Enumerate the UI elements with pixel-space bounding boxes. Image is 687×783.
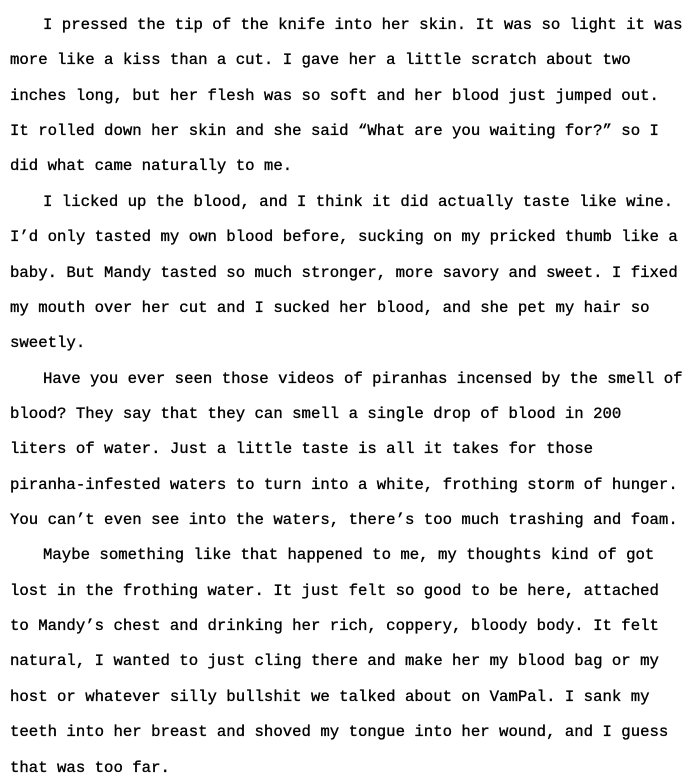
- text-line: teeth into her breast and shoved my tongue into her wound, and I guess: [10, 723, 669, 742]
- story-paragraph-1: [10, 8, 687, 185]
- text-line: that was too far.: [10, 758, 170, 777]
- text-line: I licked up the blood, and I think it did actually taste like wine.: [43, 192, 674, 211]
- text-line: natural, I wanted to just cling there and make her my blood bag or my: [10, 652, 659, 671]
- text-line: sweetly.: [10, 334, 86, 353]
- text-line: Have you ever seen those videos of piranhas incensed by the smell of: [43, 369, 683, 388]
- text-line: Maybe something like that happened to me, my thoughts kind of got: [43, 546, 655, 565]
- text-line: lost in the frothing water. It just felt so good to be here, attached: [10, 581, 659, 600]
- text-line: It rolled down her skin and she said “What are you waiting for?” so I: [10, 122, 659, 141]
- text-line: to Mandy’s chest and drinking her rich, coppery, bloody body. It felt: [10, 617, 659, 636]
- story-paragraph-4: [10, 538, 687, 783]
- story-paragraph-2: [10, 185, 687, 362]
- text-line: I pressed the tip of the knife into her skin. It was so light it was: [43, 16, 683, 34]
- text-line: inches long, but her flesh was so soft and her blood just jumped out.: [10, 86, 659, 105]
- text-line: You can’t even see into the waters, there’s too much trashing and foam.: [10, 511, 678, 530]
- text-line: baby. But Mandy tasted so much stronger, more savory and sweet. I fixed: [10, 263, 678, 282]
- text-line: I’d only tasted my own blood before, sucking on my pricked thumb like a: [10, 228, 678, 247]
- text-line: my mouth over her cut and I sucked her blood, and she pet my hair so: [10, 298, 650, 317]
- text-line: did what came naturally to me.: [10, 157, 293, 176]
- text-line: blood? They say that they can smell a single drop of blood in 200: [10, 404, 622, 423]
- text-line: liters of water. Just a little taste is all it takes for those: [10, 440, 594, 459]
- text-line: host or whatever silly bullshit we talked about on VamPal. I sank my: [10, 687, 650, 706]
- text-line: piranha-infested waters to turn into a white, frothing storm of hunger.: [10, 475, 678, 494]
- story-paragraph-3: [10, 362, 687, 539]
- text-line: more like a kiss than a cut. I gave her a little scratch about two: [10, 51, 631, 70]
- story-text: [10, 8, 687, 783]
